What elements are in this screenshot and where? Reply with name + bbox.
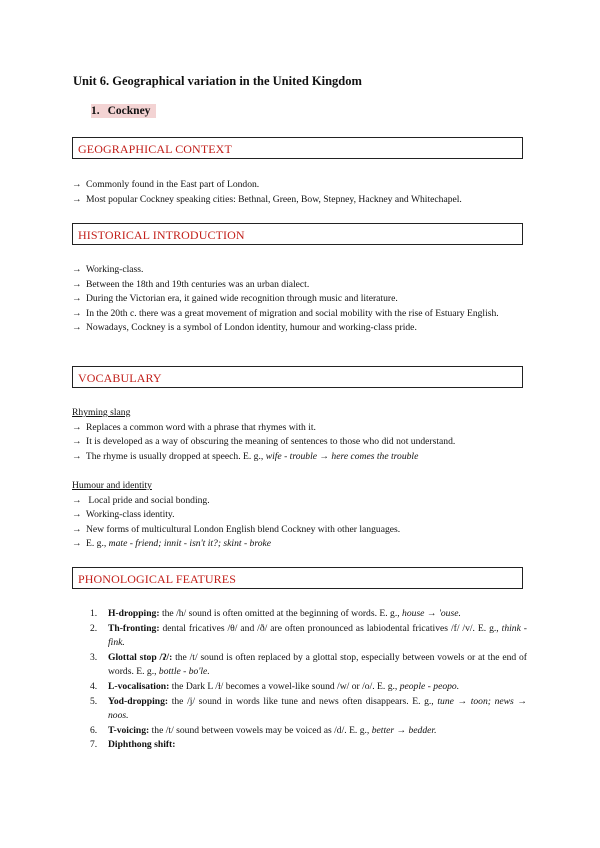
arrow-icon: → [72, 278, 82, 290]
hist-heading-box [72, 223, 523, 245]
list-item: 5. Yod-dropping: the /j/ sound in words like tune and news often disappears. E. g., tune → toon; news → noos. [90, 695, 528, 722]
arrow-icon: → [72, 293, 82, 305]
list-item: 3. Glottal stop /ʔ/: the /t/ sound is often replaced by a glottal stop, especially between vowels or at the end of words. E. g., bottle - bo'le. [90, 651, 527, 678]
arrow-icon: → [72, 193, 82, 205]
geo-line: → Most popular Cockney speaking cities: Bethnal, Green, Bow, Stepney, Hackney and Whitechapel. [72, 193, 462, 205]
arrow-icon: → [72, 307, 82, 319]
phon-heading: PHONOLOGICAL FEATURES [78, 572, 236, 586]
hist-line: → During the Victorian era, it gained wide recognition through music and literature. [72, 293, 398, 305]
arrow-icon: → [72, 450, 82, 462]
list-item: 6. T-voicing: the /t/ sound between vowels may be voiced as /d/. E. g., better → bedder. [90, 724, 437, 736]
list-item: 1. H-dropping: the /h/ sound is often omitted at the beginning of words. E. g., house → 'ouse. [90, 608, 461, 619]
vocab-line: → Local pride and social bonding. [72, 494, 210, 506]
geo-line: → Commonly found in the East part of London. [72, 179, 260, 190]
arrow-icon: → [72, 494, 82, 506]
list-item: 2. Th-fronting: dental fricatives /θ/ and /ð/ are often pronounced as labiodental fricatives /f/ /v/. E. g., think - fink. [90, 622, 527, 649]
arrow-icon: → [72, 538, 82, 550]
example-text: wife - trouble → here comes the trouble [265, 450, 419, 462]
rhyming-slang-heading: Rhyming slang [72, 407, 131, 418]
vocab-line: → E. g., mate - friend; innit - isn't it?; skint - broke [72, 538, 272, 550]
page-title: Unit 6. Geographical variation in the United Kingdom [73, 74, 362, 88]
arrow-icon: → [72, 421, 82, 433]
geo-paragraph [72, 178, 527, 207]
hist-line: → Between the 18th and 19th centuries was an urban dialect. [72, 278, 310, 290]
hist-paragraph [72, 263, 527, 336]
vocab-line: → Replaces a common word with a phrase that rhymes with it. [72, 421, 316, 433]
phonological-features-list [72, 607, 527, 753]
list-item: 4. L-vocalisation: the Dark L /ɫ/ becomes a vowel-like sound /w/ or /o/. E. g., people - peopo. [90, 680, 460, 692]
arrow-icon: → [72, 523, 82, 535]
section-subtitle [91, 104, 156, 118]
vocab-paragraph [72, 406, 527, 552]
subtitle-number: 1. [91, 105, 100, 117]
vocab-heading-box [72, 366, 523, 388]
example-text: mate - friend; innit - isn't it?; skint - broke [108, 538, 272, 550]
arrow-icon: → [72, 264, 82, 275]
subtitle-text: Cockney [107, 105, 151, 117]
vocab-line: → It is developed as a way of obscuring the meaning of sentences to those who did not understand. [72, 436, 456, 448]
vocab-line: → New forms of multicultural London English blend Cockney with other languages. [72, 523, 401, 535]
hist-heading: HISTORICAL INTRODUCTION [78, 228, 245, 242]
arrow-icon: → [72, 179, 82, 190]
arrow-icon: → [72, 322, 82, 334]
arrow-icon: → [72, 436, 82, 448]
hist-line: → Nowadays, Cockney is a symbol of London identity, humour and working-class pride. [72, 322, 417, 334]
phon-heading-box [72, 567, 523, 589]
humour-identity-heading: Humour and identity [72, 479, 152, 491]
hist-line: → Working-class. [72, 264, 144, 275]
arrow-icon: → [72, 509, 82, 521]
list-item: 7. Diphthong shift: [90, 739, 176, 751]
vocab-line: → The rhyme is usually dropped at speech. E. g., wife - trouble → here comes the trouble [72, 450, 419, 462]
hist-line: → In the 20th c. there was a great movement of migration and social mobility with the rise of Estuary English. [72, 307, 499, 319]
vocab-heading: VOCABULARY [78, 371, 162, 385]
vocab-line: → Working-class identity. [72, 509, 175, 521]
geo-heading-box [72, 137, 523, 159]
geo-heading: GEOGRAPHICAL CONTEXT [78, 142, 232, 156]
